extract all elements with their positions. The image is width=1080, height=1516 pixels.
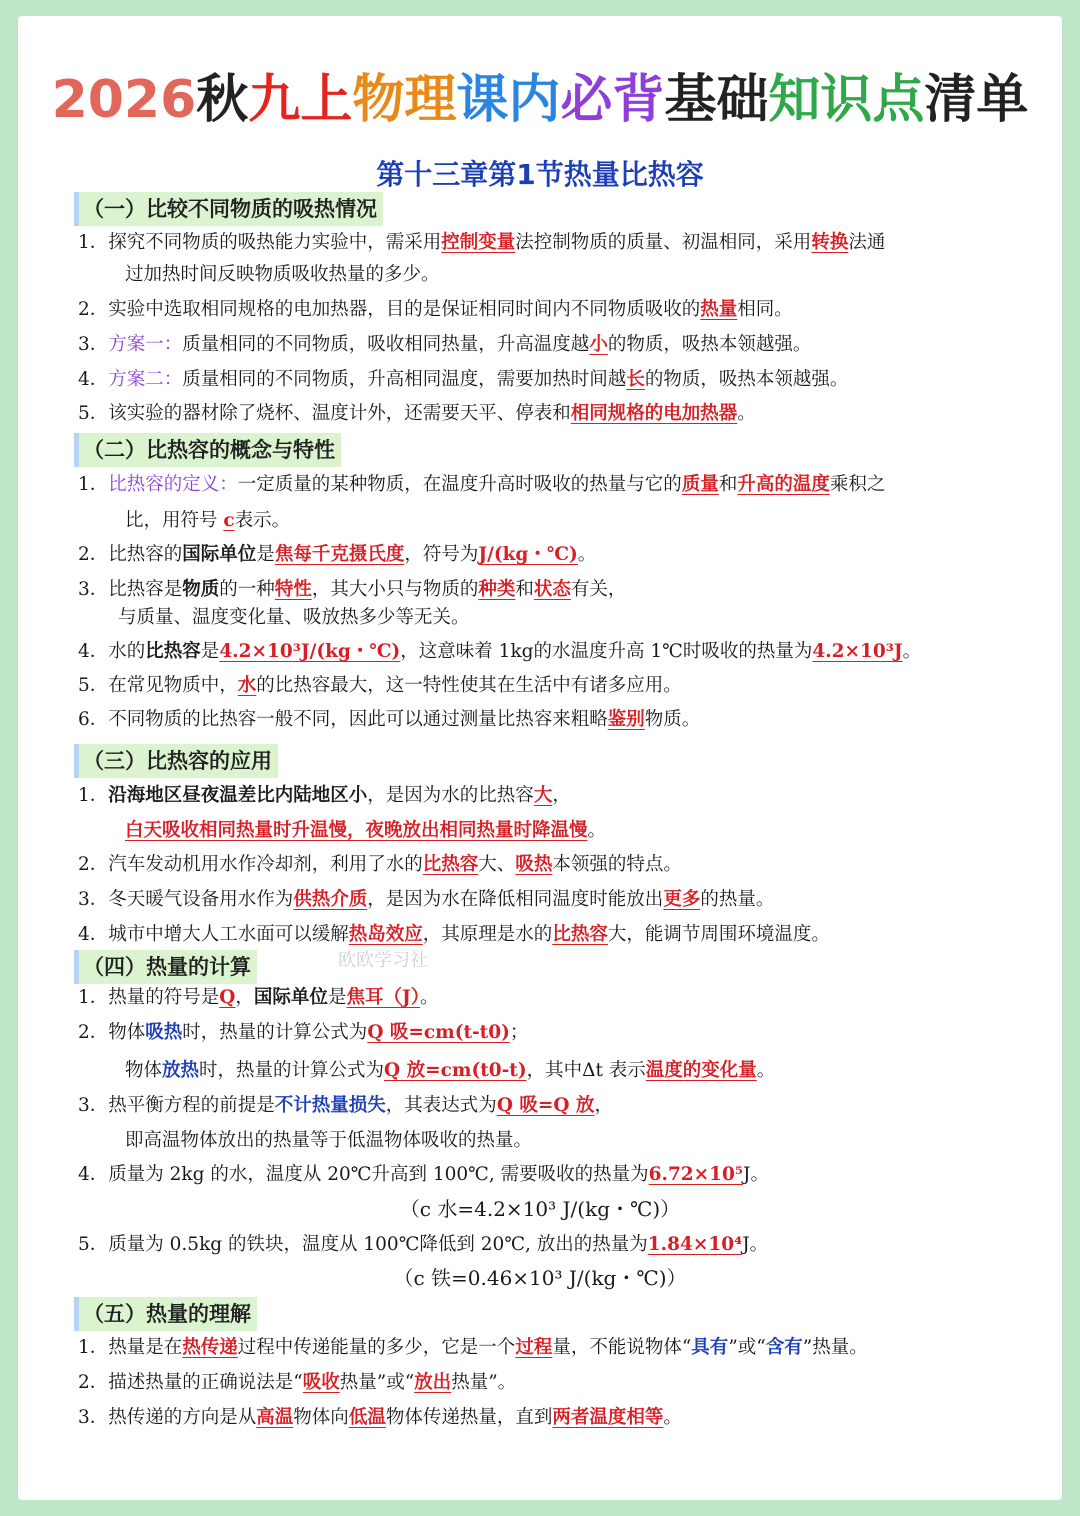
s1-line-5: 5．该实验的器材除了烧杯、温度计外，还需要天平、停表和相同规格的电加热器。 xyxy=(78,403,756,424)
s3-line-4: 4．城市中增大人工水面可以缓解热岛效应，其原理是水的比热容大，能调节周围环境温度。 xyxy=(78,924,830,945)
s4-line-5: 即高温物体放出的热量等于低温物体吸收的热量。 xyxy=(125,1130,533,1151)
s1-line-3: 3．方案一：质量相同的不同物质，吸收相同热量，升高温度越小的物质，吸热本领越强。 xyxy=(78,334,812,355)
section-1-heading: （一）比较不同物质的吸热情况 xyxy=(74,192,383,226)
section-5-heading: （五）热量的理解 xyxy=(74,1297,257,1331)
s4-line-3: 物体放热时，热量的计算公式为Q 放=cm(t0-t)，其中Δt 表示温度的变化量。 xyxy=(125,1060,776,1081)
title-autumn: 秋 xyxy=(196,70,249,130)
title-know: 知识点 xyxy=(768,70,925,130)
watermark-logo: 欧欧学习社 xyxy=(338,950,428,971)
page-title xyxy=(18,68,1062,132)
s1-line-1: 1．探究不同物质的吸热能力实验中，需采用控制变量法控制物质的质量、初温相同，采用转换法通 xyxy=(78,232,886,253)
title-class: 课内 xyxy=(456,70,561,130)
s3-line-1: 1．沿海地区昼夜温差比内陆地区小，是因为水的比热容大， xyxy=(78,785,571,806)
s1-line-4: 4．方案二：质量相同的不同物质，升高相同温度，需要加热时间越长的物质，吸热本领越强。 xyxy=(78,369,849,390)
s2-line-1: 1．比热容的定义：一定质量的某种物质，在温度升高时吸收的热量与它的质量和升高的温度乘积之 xyxy=(78,474,886,495)
s4-line-8: 5．质量为 0.5kg 的铁块，温度从 100℃降低到 20℃, 放出的热量为1.84×10⁴J。 xyxy=(78,1234,769,1255)
s4-line-9: （c 铁=0.46×10³ J/(kg・℃)） xyxy=(393,1266,687,1290)
s5-line-3: 3．热传递的方向是从高温物体向低温物体传递热量，直到两者温度相等。 xyxy=(78,1407,682,1428)
s5-line-2: 2．描述热量的正确说法是“吸收热量”或“放出热量”。 xyxy=(78,1372,517,1393)
section-2-heading: （二）比热容的概念与特性 xyxy=(74,433,341,467)
s2-line-1-cont: 比，用符号 c表示。 xyxy=(125,510,291,531)
title-basic: 基础 xyxy=(664,70,769,130)
title-list: 清单 xyxy=(924,70,1029,130)
section-3-heading: （三）比热容的应用 xyxy=(74,744,278,778)
s2-line-3: 3．比热容是物质的一种特性，其大小只与物质的种类和状态有关， xyxy=(78,579,627,600)
s3-line-3: 3．冬天暖气设备用水作为供热介质，是因为水在降低相同温度时能放出更多的热量。 xyxy=(78,889,775,910)
s2-line-6: 6．不同物质的比热容一般不同，因此可以通过测量比热容来粗略鉴别物质。 xyxy=(78,709,701,730)
title-subject: 物理 xyxy=(352,70,457,130)
s2-line-4: 4．水的比热容是4.2×10³J/(kg・℃)，这意味着 1kg的水温度升高 1℃时吸收的热量为4.2×10³J。 xyxy=(78,641,922,662)
s2-line-3-cont: 与质量、温度变化量、吸放热多少等无关。 xyxy=(118,607,470,628)
s5-line-1: 1．热量是在热传递过程中传递能量的多少，它是一个过程量，不能说物体“具有”或“含有”热量。 xyxy=(78,1337,868,1358)
s4-line-1: 1．热量的符号是Q，国际单位是焦耳（J）。 xyxy=(78,987,439,1008)
s1-line-1-cont: 过加热时间反映物质吸收热量的多少。 xyxy=(125,264,440,285)
title-must: 必背 xyxy=(560,70,665,130)
s1-line-2: 2．实验中选取相同规格的电加热器，目的是保证相同时间内不同物质吸收的热量相同。 xyxy=(78,299,793,320)
chapter-subtitle: 第十三章第1节热量比热容 xyxy=(376,158,704,191)
s2-line-5: 5．在常见物质中，水的比热容最大，这一特性使其在生活中有诸多应用。 xyxy=(78,675,682,696)
s4-line-2: 2．物体吸热时，热量的计算公式为Q 吸=cm(t-t0)； xyxy=(78,1022,529,1043)
s4-line-7: （c 水=4.2×10³ J/(kg・℃)） xyxy=(399,1197,681,1221)
s4-line-4: 3．热平衡方程的前提是不计热量损失，其表达式为Q 吸=Q 放， xyxy=(78,1095,613,1116)
section-4-heading: （四）热量的计算 xyxy=(74,950,257,984)
s3-line-1-cont: 白天吸收相同热量时升温慢，夜晚放出相同热量时降温慢。 xyxy=(125,820,607,841)
s3-line-2: 2．汽车发动机用水作冷却剂，利用了水的比热容大、吸热本领强的特点。 xyxy=(78,854,682,875)
document-page xyxy=(18,16,1062,1500)
s4-line-6: 4．质量为 2kg 的水，温度从 20℃升高到 100℃, 需要吸收的热量为6.72×10⁵J。 xyxy=(78,1164,769,1185)
s2-line-2: 2．比热容的国际单位是焦每千克摄氏度，符号为J/(kg・℃)。 xyxy=(78,544,597,565)
title-grade: 九上 xyxy=(248,70,353,130)
title-year: 2026 xyxy=(51,70,197,130)
